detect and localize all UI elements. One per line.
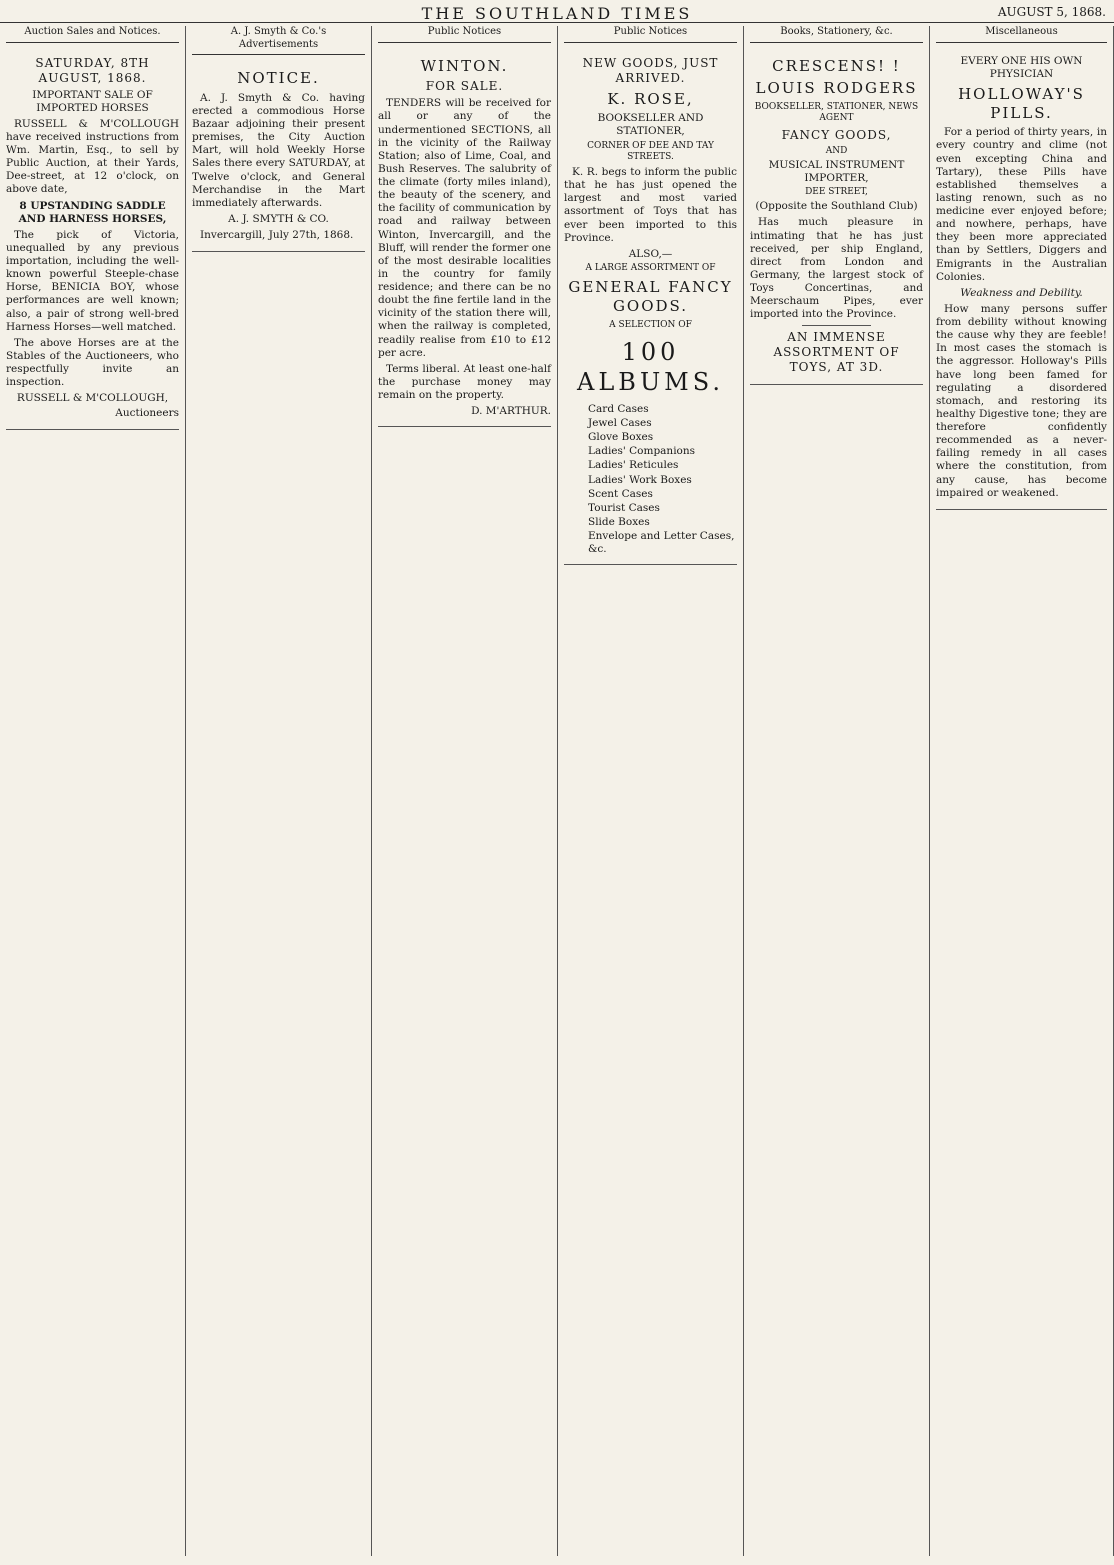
list-item: Tourist Cases <box>588 501 660 514</box>
list-item: Glove Boxes <box>588 431 654 444</box>
advertisement <box>378 49 551 428</box>
newspaper-title: THE SOUTHLAND TIMES <box>421 4 693 23</box>
divider <box>802 325 871 326</box>
column-header: Books, Stationery, &c. <box>750 26 923 43</box>
ad-name: K. ROSE, <box>607 89 694 108</box>
ad-and: AND <box>825 145 848 156</box>
ad-heading: NOTICE. <box>237 69 320 87</box>
ad-selection-label: A SELECTION OF <box>609 319 692 330</box>
list-item: Card Cases <box>588 402 649 415</box>
ad-terms: Terms liberal. At least one-half the purchase money may remain on the property. <box>378 362 551 401</box>
ad-assortment-label: A LARGE ASSORTMENT OF <box>585 262 716 273</box>
ad-body: TENDERS will be received for all or any of the undermentioned SECTIONS, all in the vicinity of the Railway Station; also of Lime, Coal, and Bush Reserves. The salubrity of the climate (forty miles inland), the beauty of the scenery, and the facility of communication by road and railway between Winton, Invercargill, and the Bluff, will render the former one of the most desirable localities in the country for family residence; and there can be no doubt the fine fertile land in the vicinity of the station there will, when the railway is completed, readily realise from £10 to £12 per acre. <box>378 97 551 359</box>
ad-heading: IMPORTANT SALE OF IMPORTED HORSES <box>32 88 153 114</box>
advertisement <box>192 61 365 252</box>
list-item: Ladies' Work Boxes <box>588 473 692 486</box>
ad-body: A. J. Smyth & Co. having erected a commodious Horse Bazaar adjoining their present premises, the City Auction Mart, will hold Weekly Horse Sales there every SATURDAY, at Twelve o'clock, and General Merchandise in the Mart immediately afterwards. <box>192 91 365 209</box>
advertisement <box>936 49 1107 510</box>
ad-item-list <box>588 403 737 556</box>
ad-heading: NEW GOODS, JUST ARRIVED. <box>582 55 719 85</box>
column-header: Auction Sales and Notices. <box>6 26 179 43</box>
ad-music: MUSICAL INSTRUMENT IMPORTER, <box>768 158 905 184</box>
ad-heading: WINTON. <box>420 56 509 75</box>
ad-address: CORNER OF DEE AND TAY STREETS. <box>587 140 714 162</box>
column-smyth-advertisements <box>186 26 372 1556</box>
ad-subheading: Weakness and Debility. <box>960 286 1083 299</box>
ad-signature: A. J. SMYTH & CO. <box>228 212 329 225</box>
column-miscellaneous <box>930 26 1114 1556</box>
ad-body: Has much pleasure in intimating that he has just received, per ship England, direct from London and Germany, the largest stock of Toys Concertinas, and Meerschaum Pipes, ever imported into the Province. <box>750 216 923 321</box>
ad-body: K. R. begs to inform the public that he has just opened the largest and most varied assortment of Toys that has ever been imported to this Province. <box>564 166 737 244</box>
list-item: Ladies' Companions <box>588 445 696 458</box>
ad-fancy-goods: GENERAL FANCY GOODS. <box>568 278 733 315</box>
ad-heading: CRESCENS! ! <box>772 56 901 75</box>
ad-trade: BOOKSELLER, STATIONER, NEWS AGENT <box>754 102 919 124</box>
ad-signature: D. M'ARTHUR. <box>471 405 551 418</box>
ad-heading: HOLLOWAY'S PILLS. <box>958 84 1085 122</box>
list-item: Envelope and Letter Cases, &c. <box>588 530 735 556</box>
advertisement <box>750 49 923 386</box>
advertisement <box>564 49 737 566</box>
ad-signature: RUSSELL & M'COLLOUGH, <box>16 392 169 405</box>
ad-dateline: Invercargill, July 27th, 1868. <box>200 229 354 241</box>
ad-body: For a period of thirty years, in every country and clime (not even excepting China and Tartary), these Pills have established themselves a lasting renown, such as no medicine ever enjoyed before; and nowhere, perhaps, have they been more appreciated than by Settlers, Diggers and Emigrants in the Australian Colonies. <box>936 126 1107 283</box>
ad-subheading: FOR SALE. <box>425 79 504 94</box>
column-header: A. J. Smyth & Co.'s Advertisements <box>192 26 365 55</box>
column-header: Public Notices <box>564 26 737 43</box>
column-public-notices-2 <box>558 26 744 1556</box>
column-public-notices-1 <box>372 26 558 1556</box>
ad-note: The above Horses are at the Stables of the Auctioneers, who respectfully invite an inspection. <box>6 336 179 389</box>
advertisement <box>6 49 179 430</box>
list-item: Ladies' Reticules <box>588 459 679 472</box>
ad-lot: 8 UPSTANDING SADDLE AND HARNESS HORSES, <box>18 199 167 225</box>
ad-goods: FANCY GOODS, <box>781 127 892 142</box>
ad-opposite: (Opposite the Southland Club) <box>755 200 918 213</box>
masthead <box>0 0 1114 23</box>
list-item: Scent Cases <box>588 487 653 500</box>
ad-toys: AN IMMENSE ASSORTMENT OF TOYS, AT 3D. <box>773 330 900 375</box>
column-header: Public Notices <box>378 26 551 43</box>
issue-date: AUGUST 5, 1868. <box>997 5 1106 19</box>
ad-trade: BOOKSELLER AND STATIONER, <box>597 112 704 138</box>
ad-albums: 100 ALBUMS. <box>577 337 724 396</box>
ad-description: The pick of Victoria, unequalled by any previous importation, including the well-known powerful Steeple-chase Horse, BENICIA BOY, whose performances are well known; also, a pair of strong well-bred Harness Horses—well matched. <box>6 228 179 333</box>
column-books-stationery <box>744 26 930 1556</box>
column-auction-sales <box>0 26 186 1556</box>
ad-also: ALSO,— <box>628 247 673 260</box>
list-item: Slide Boxes <box>588 515 650 528</box>
column-header: Miscellaneous <box>936 26 1107 43</box>
ad-signature-role: Auctioneers <box>115 407 179 420</box>
ad-name: LOUIS RODGERS <box>755 79 918 98</box>
ad-body-2: How many persons suffer from debility without knowing the cause why they are feeble! In most cases the stomach is the aggressor. Holloway's Pills have long been famed for regulating a disordered stomach, and restoring its healthy Digestive tone; they are therefore confidently recommended as a never-failing remedy in all cases where the constitution, from any cause, has become impaired or weakened. <box>936 302 1107 499</box>
ad-top-line: EVERY ONE HIS OWN PHYSICIAN <box>960 54 1083 80</box>
ad-body: RUSSELL & M'COLLOUGH have received instructions from Wm. Martin, Esq., to sell by Public Auction, at their Yards, Dee-street, at 12 o'clock, on above date, <box>6 117 179 196</box>
ad-street: DEE STREET, <box>805 187 868 197</box>
list-item: Jewel Cases <box>588 417 652 429</box>
ad-date: SATURDAY, 8TH AUGUST, 1868. <box>35 55 150 85</box>
